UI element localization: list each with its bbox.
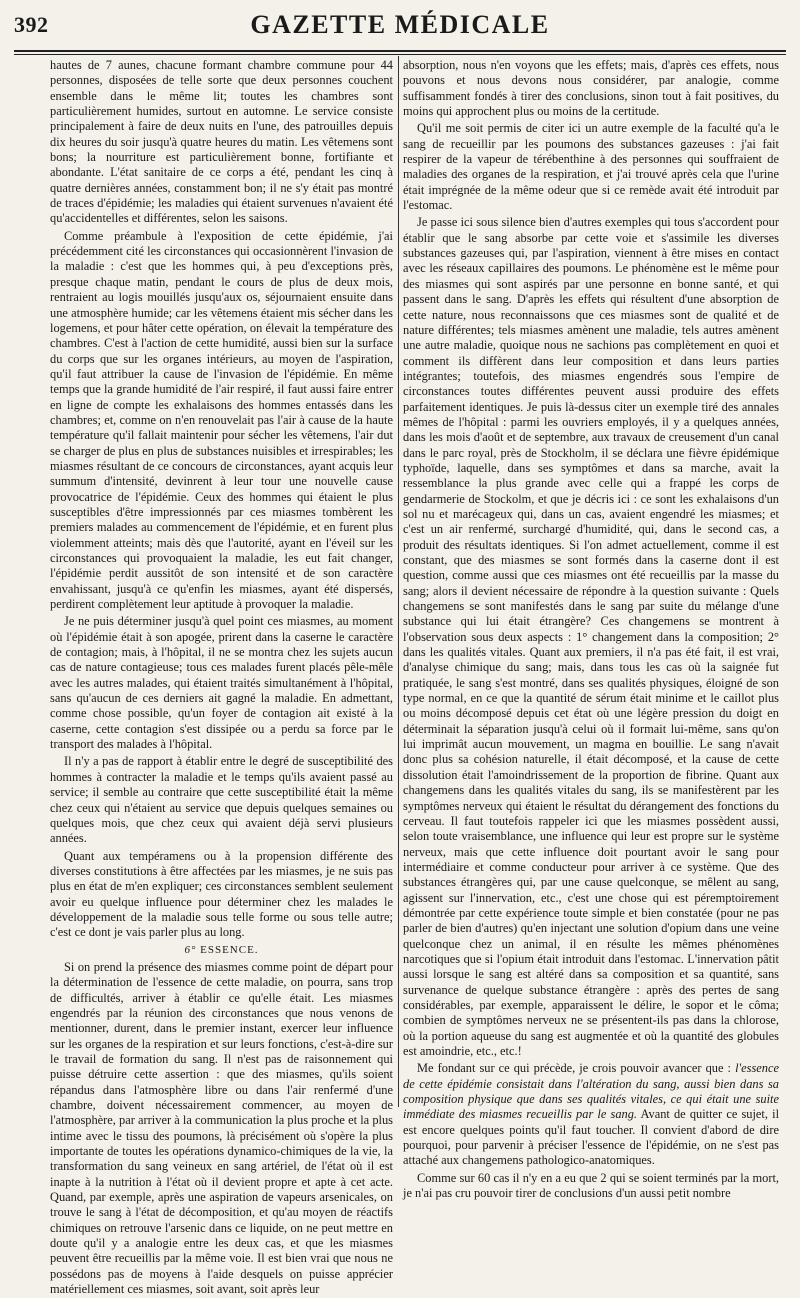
header-rule — [14, 50, 786, 55]
page-number: 392 — [14, 12, 49, 37]
paragraph: Qu'il me soit permis de citer ici un autre exemple de la faculté qu'a le sang de recueillir par les poumons des substances gazeuses : j'ai fait respirer de la vapeur de térébenthine à des personnes qui souffraient de maladies des organes de la respiration, et j'ai trouvé après cela que l'urine était imprégnée de la même odeur que si ce remède avait été introduit par l'estomac. — [403, 121, 779, 213]
paragraph: Quant aux tempéramens ou à la propension différente des diverses constitutions à être affectées par les miasmes, je ne suis pas plus en état de m'en expliquer; ces circonstances semblent seulement avoir eu quelque influence pour déterminer chez les malades le développement de la maladie sous telle forme ou sous telle autre; c'est ce dont je vais parler plus au long. — [50, 848, 393, 940]
paragraph-start: Me fondant sur ce qui précède, je crois pouvoir avancer que : — [417, 1061, 736, 1076]
right-column — [403, 58, 780, 1201]
paragraph — [403, 1061, 779, 1168]
journal-title: GAZETTE MÉDICALE — [250, 10, 550, 39]
section-title: ESSENCE. — [200, 943, 259, 956]
section-number: 6° — [184, 943, 197, 956]
paragraph: Si on prend la présence des miasmes comme point de départ pour la détermination de l'essence de cette maladie, on pourra, sans trop de difficultés, arriver à établir ce qu'elle était. Les miasmes engendrés par la réunion des circonstances que nous venons de mentionner, durent, dans le premier instant, exercer leur influence sur les organes de la respiration et sur leurs fonctions, c'est-à-dire sur le travail de formation du sang. Il n'est pas de raisonnement qui puisse détruire cette assertion : que des miasmes, qu'ils soient répandus dans l'atmosphère libre ou dans l'air renfermé d'une chambre, doivent nécessairement commencer, au moyen de l'atmosphère, par arriver à la communication la plus proche et la plus intime avec le tissu des poumons, là précisément où s'opère la plus importante de toutes les opérations dynamico-chimiques de la vie, la transformation du sang veineux en sang artériel, de l'état où il est inapte à la nutrition à l'état où il devient propre et apte à cet acte. Quand, par exemple, après une aspiration de vapeurs arsenicales, on trouve le sang à l'état de décomposition, et qu'au moyen de réactifs chimiques on retrouve l'arsenic dans ce liquide, on ne peut mettre en doute qu'il y a analogie entre les deux cas, et que les miasmes peuvent être recueillis par la même voie. Il est bien vrai que nous ne possédons pas de moyens à l'aide desquels on puisse apprécier matériellement ces miasmes, soit avant, soit après leur — [50, 959, 393, 1297]
paragraph: Comme préambule à l'exposition de cette épidémie, j'ai précédemment cité les circonstances qui occasionnèrent l'invasion de la maladie : c'est que les hommes qui, à peu d'exceptions près, presque chaque matin, pendant le cours de plus de deux mois, rentraient au logis mouillés jusqu'aux os, séjournaient ensuite dans une atmosphère humide; car les vêtemens étaient mis sécher dans les logemens, et pour hâter cette opération, on élevait la température des chambres. C'est à l'action de cette humidité, aussi bien sur la surface du corps que sur les organes intérieurs, au moyen de l'aspiration, qu'il faut attribuer la cause de l'invasion de l'épidémie. En même temps que la grande humidité de l'air respiré, il faut aussi faire entrer en ligne de compte les exhalaisons des hommes entassés dans les chambres; et, comme on n'en renouvelait pas l'air à cause de la haute température qu'il fallait maintenir pour sécher les vêtemens, l'air dut se charger de plus en plus de substances nuisibles et irrespirables; les miasmes résultant de ce concours de circonstances, ayant acquis leur summum d'intensité, devinrent à leur tour une nouvelle cause provocatrice de l'épidémie. Ceux des hommes qui étaient le plus susceptibles d'être impressionnés par ces miasmes tombèrent les premiers malades au commencement de l'épidémie, et en furent plus violemment atteints; mais dès que l'autorité, ayant en l'éveil sur les circonstances qui provoquaient la maladie, les eut fait changer, l'épidémie perdit aussitôt de son intensité et de son caractère envahissant, jusqu'à ce qu'enfin les miasmes, ayant été dispersés, perdirent complètement leur aptitude à provoquer la maladie. — [50, 228, 393, 612]
paragraph: Je passe ici sous silence bien d'autres exemples qui tous s'accordent pour établir que le sang absorbe par cette voie et s'assimile les diverses substances gazeuses qui, par l'aspiration, viennent à être mises en contact avec les réseaux capillaires des poumons. Le phénomène est le même pour des miasmes qui sont aspirés par une personne en bonne santé, et qui passent dans le sang. D'après les effets qui résultent d'une absorption de cette nature, nous reconnaissons que ces miasmes sont de qualité et de nature différentes; tels miasmes amènent une maladie, tels autres amènent une autre maladie, quoique nous ne sachions pas complètement en quoi et comment ils diffèrent dans leur composition et dans leurs parties intégrantes; toutefois, des miasmes engendrés sous l'empire de circonstances toutes différentes peuvent aussi produire des effets parfaitement identiques. Je puis là-dessus citer un exemple tiré des annales mêmes de l'hôpital : parmi les ouvriers employés, il y a quelques années, dans les mois d'août et de septembre, aux travaux de creusement d'un canal dans le parc royal, près de Stockholm, il se déclara une fièvre épidémique typhoïde, laquelle, dans ses symptômes et dans sa marche, avait la ressemblance la plus grande avec celle qui a frappé les corps de gendarmerie de Stockolm, et que je décris ici : ce sont les exhalaisons d'un sol nu et marécageux qui, dans un cas, avaient engendré les miasmes; et c'est un air renfermé, surchargé d'humidité, qui, dans le second cas, a produit des résultats identiques. Si l'on admet actuellement, comme il est constant, que des miasmes se sont formés dans la caserne dont il est question, comme aussi que ces miasmes ont été recueillis par la masse du sang; alors il devient nécessaire de répondre à la question suivante : Quels changemens se sont manifestés dans le sang par suite du mélange d'une substance qui lui était étrangère? Ces changemens se montrent à l'observation sous deux aspects : 1° changement dans la composition; 2° dans les qualités vitales. Quant aux premiers, il n'a pas été fait, il est vrai, d'analyse chimique du sang; mais, dans tous les cas où la saignée fut pratiquée, le sang s'est montré, dans ses qualités physiques, éloigné de son type normal, en ce que la quantité de sérum était minime et le caillot plus ou moins décomposé depuis cet état où une légère pression du doigt en déterminait la séparation jusqu'à celui où il formait lui-même, sans qu'on lui imprimât aucun mouvement, un magma en bouillie. Le sang n'avait donc plus sa cohésion naturelle, il était décomposé, et la cause de cette dissolution était l'amoindrissement de la proportion de fibrine. Quant aux changemens dans les qualités vitales du sang, ils se manifestèrent par les symptômes nerveux qui étaient le résultat du dérangement des fonctions du cerveau. Il faut toutefois rappeler ici que les miasmes possèdent aussi, selon toute vraisemblance, une influence qui leur est propre sur le système nerveux, mais que cette influence doit pourtant avoir le sang pour intermédiaire et comme conducteur pour arriver à ce système. Que des substances étrangères qui, par une cause quelconque, se mêlent au sang, agissent sur l'innervation, etc., c'est une chose qui est péremptoirement démontrée par cette expérience toute simple et bien constatée (pour ne pas parler de bien d'autres) qu'en injectant une solution d'opium dans une veine quelconque chez un animal, il en résulte les mêmes phénomènes narcotiques que si l'opium était introduit dans l'estomac. L'innervation pâtit aussi lorsque le sang est altéré dans sa composition et sa quantité, sans survenance de quelque substance étrangère : après des pertes de sang considérables, par exemple, apparaissent le délire, le sopor et le côma; combien de symptômes nerveux ne se présentent-ils pas dans la chlorose, où la portion aqueuse du sang est augmentée et où la quantité des globules est amoindrie, etc., etc.! — [403, 215, 779, 1058]
section-heading — [50, 943, 393, 958]
page-header — [14, 8, 786, 48]
paragraph: Il n'y a pas de rapport à établir entre le degré de susceptibilité des hommes à contracter la maladie et le temps qu'ils avaient passé au service; il semble au contraire que cette susceptibilité était la même chez ceux qui n'étaient au service que depuis quelques semaines ou quelques mois, que chez ceux qui avaient déjà servi plusieurs années. — [50, 754, 393, 846]
paragraph: absorption, nous n'en voyons que les effets; mais, d'après ces effets, nous pouvons et nous devons nous considérer, par analogie, comme suffisamment fondés à tirer des conclusions, sinon tout à fait positives, du moins qui approchent plus ou moins de la certitude. — [403, 58, 779, 119]
paragraph: Je ne puis déterminer jusqu'à quel point ces miasmes, au moment où l'épidémie était à son apogée, prirent dans la caserne le caractère de contagion; mais, à l'hôpital, il ne se montra chez les sujets aucun cas de nature contagieuse; tous ces malades furent placés pêle-mêle avec les autres malades, qui étaient traités simultanément à l'hôpital, sans qu'aucun de ces derniers ait gagné la maladie. En admettant, comme chose possible, qu'un foyer de contagion ait existé à la caserne, cette contagion s'est dissipée ou a perdu sa force par le transport des malades à l'hôpital. — [50, 614, 393, 752]
paragraph-end: Avant de quitter ce sujet, il est encore quelques points qu'il faut toucher. Il convient d'abord de dire pourquoi, pour parvenir à préciser l'essence de l'épidémie, on ne s'est pas attaché aux changemens pathologico-anatomiques. — [403, 1107, 780, 1168]
left-column — [50, 58, 393, 1297]
essence-conclusion: l'essence de cette épidémie consistait dans l'altération du sang, aussi bien dans sa composition physique que dans ses qualités vitales, ce qui était une suite immédiate des miasmes recueillis par le sang. — [403, 1061, 779, 1122]
paragraph: hautes de 7 aunes, chacune formant chambre commune pour 44 personnes, disposées de telle sorte que deux personnes couchent ensemble dans le même lit; toutes les chambres sont particulièrement humides, surtout en automne. Le service consiste principalement à faire de deux nuits en l'une, des patrouilles depuis dix heures du soir jusqu'à quatre heures du matin. Les vêtemens sont bons; la nourriture est particulièrement bonne, fortifiante et abondante. L'état sanitaire de ce corps a été, pendant les cinq à quatre dernières années, constamment bon; il ne s'y était pas montré de traces d'épidémie; les maladies qui étaient survenues n'avaient été qu'accidentelles et différentes, selon les saisons. — [50, 58, 393, 226]
paragraph: Comme sur 60 cas il n'y en a eu que 2 qui se soient terminés par la mort, je n'ai pas cru pouvoir tirer de conclusions d'un aussi petit nombre — [403, 1170, 779, 1201]
column-divider — [398, 56, 399, 1107]
